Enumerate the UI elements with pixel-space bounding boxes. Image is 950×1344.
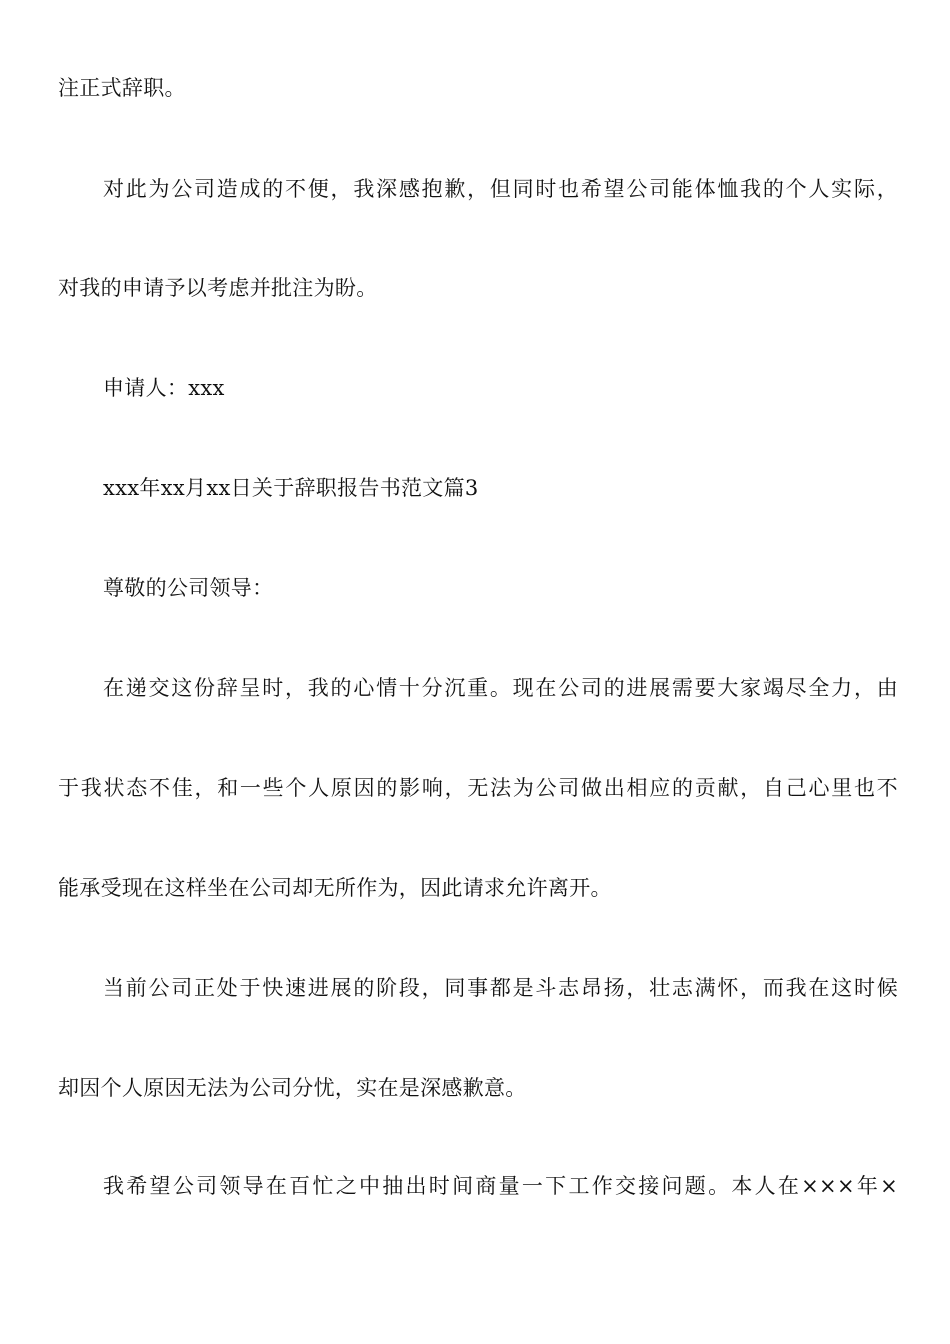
text-line-10: 当前公司正处于快速进展的阶段，同事都是斗志昂扬，壮志满怀，而我在这时候 [103,976,898,1000]
text-line-8: 于我状态不佳，和一些个人原因的影响，无法为公司做出相应的贡献，自己心里也不 [58,776,898,800]
text-line-2: 对此为公司造成的不便，我深感抱歉，但同时也希望公司能体恤我的个人实际， [103,177,898,201]
text-line-11: 却因个人原因无法为公司分忧，实在是深感歉意。 [58,1076,527,1100]
text-line-5: xxx年xx月xx日关于辞职报告书范文篇3 [103,476,479,500]
text-line-1: 注正式辞职。 [58,76,186,100]
text-line-3: 对我的申请予以考虑并批注为盼。 [58,276,378,300]
text-line-9: 能承受现在这样坐在公司却无所作为，因此请求允许离开。 [58,876,612,900]
text-line-12: 我希望公司领导在百忙之中抽出时间商量一下工作交接问题。本人在×××年× [103,1174,898,1198]
text-line-6: 尊敬的公司领导： [103,576,274,600]
text-line-4: 申请人：xxx [103,376,225,400]
text-line-7: 在递交这份辞呈时，我的心情十分沉重。现在公司的进展需要大家竭尽全力，由 [103,676,898,700]
